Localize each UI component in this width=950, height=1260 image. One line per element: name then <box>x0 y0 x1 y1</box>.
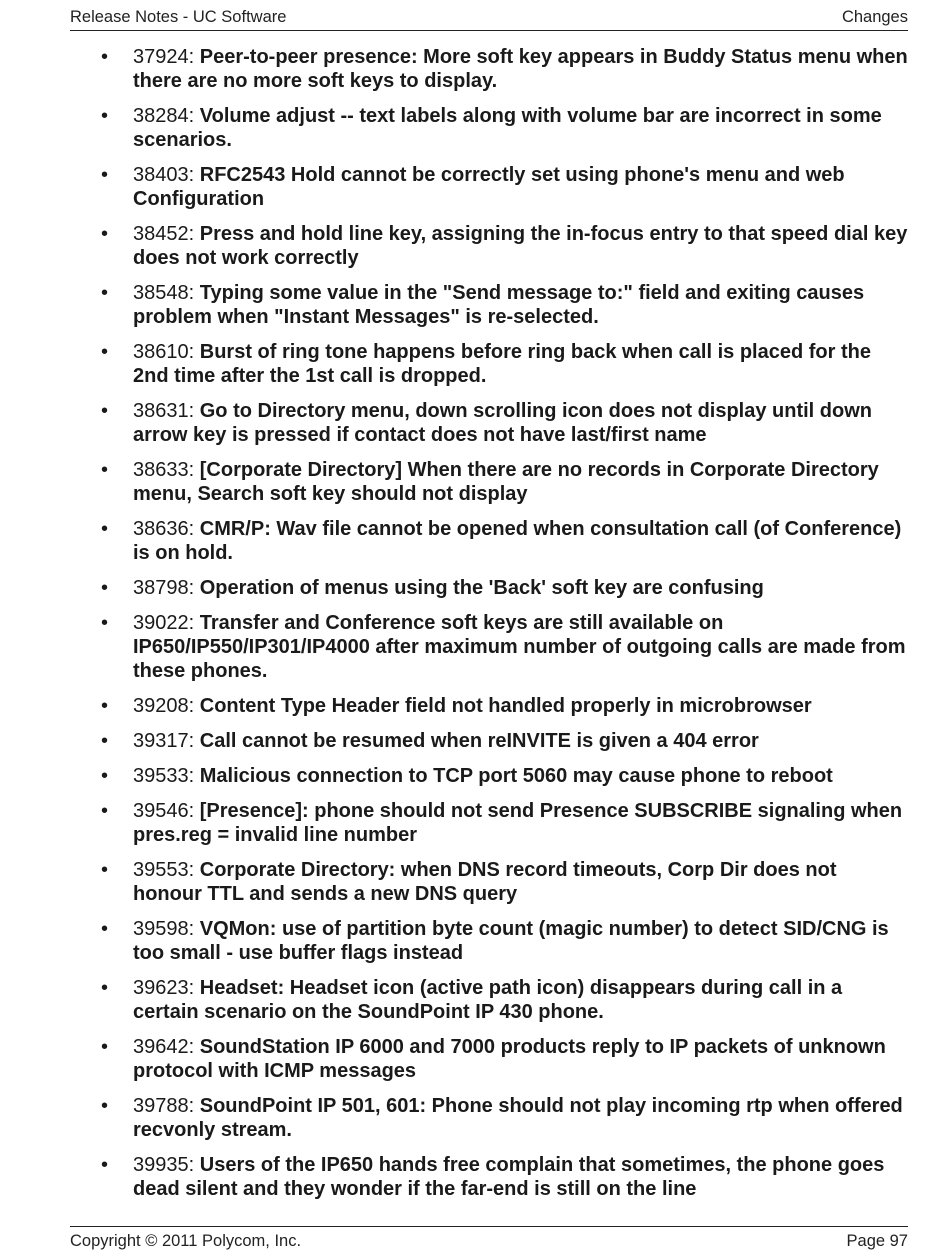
issue-number: 39546 <box>133 800 189 822</box>
issue-description: Go to Directory menu, down scrolling icon does not display until down arrow key is pressed if contact does not have last/first name <box>133 400 873 446</box>
issue-description: Burst of ring tone happens before ring back when call is placed for the 2nd time after the 1st call is dropped. <box>133 341 871 387</box>
issue-description: Transfer and Conference soft keys are still available on IP650/IP550/IP301/IP4000 after maximum number of outgoing calls are made from these phones. <box>133 612 906 682</box>
issue-number: 38548 <box>133 282 189 304</box>
issue-number: 38798 <box>133 577 189 599</box>
issue-number: 39623 <box>133 977 189 999</box>
document-title: Release Notes - UC Software <box>70 8 287 26</box>
bullet-icon: • <box>101 1154 109 1176</box>
list-item: • 38798: Operation of menus using the 'Back' soft key are confusing <box>101 577 764 599</box>
issue-description: Peer-to-peer presence: More soft key appears in Buddy Status menu when there are no more soft keys to display. <box>133 46 908 92</box>
issue-description: [Presence]: phone should not send Presence SUBSCRIBE signaling when pres.reg = invalid line number <box>133 800 903 846</box>
bullet-icon: • <box>101 800 109 822</box>
issue-description: Users of the IP650 hands free complain that sometimes, the phone goes dead silent and they wonder if the far-end is still on the line <box>133 1154 885 1200</box>
issue-description: Malicious connection to TCP port 5060 may cause phone to reboot <box>199 765 833 787</box>
issue-number: 38636 <box>133 518 189 540</box>
issue-description: VQMon: use of partition byte count (magic number) to detect SID/CNG is too small - use buffer flags instead <box>133 918 889 964</box>
issue-description: Operation of menus using the 'Back' soft key are confusing <box>199 577 764 599</box>
bullet-icon: • <box>101 918 109 940</box>
issue-description: SoundPoint IP 501, 601: Phone should not play incoming rtp when offered recvonly stream. <box>133 1095 903 1141</box>
issue-number: 38403 <box>133 164 189 186</box>
issue-number: 37924 <box>133 46 189 68</box>
bullet-icon: • <box>101 577 109 599</box>
issue-number: 39598 <box>133 918 189 940</box>
issue-description: Volume adjust -- text labels along with volume bar are incorrect in some scenarios. <box>133 105 882 151</box>
list-item: • 39598: VQMon: use of partition byte count (magic number) to detect SID/CNG is too small - use buffer flags instead <box>101 918 889 964</box>
bullet-icon: • <box>101 765 109 787</box>
issue-description: Press and hold line key, assigning the in-focus entry to that speed dial key does not work correctly <box>133 223 908 269</box>
issue-number: 38610 <box>133 341 189 363</box>
list-item: • 39317: Call cannot be resumed when reINVITE is given a 404 error <box>101 730 759 752</box>
list-item: • 39642: SoundStation IP 6000 and 7000 products reply to IP packets of unknown protocol with ICMP messages <box>101 1036 886 1082</box>
page-header <box>70 6 908 31</box>
issue-number: 38452 <box>133 223 189 245</box>
issue-number: 39935 <box>133 1154 189 1176</box>
list-item: • 39208: Content Type Header field not handled properly in microbrowser <box>101 695 812 717</box>
bullet-icon: • <box>101 612 109 634</box>
issue-description: Headset: Headset icon (active path icon) disappears during call in a certain scenario on the SoundPoint IP 430 phone. <box>133 977 843 1023</box>
bullet-icon: • <box>101 977 109 999</box>
bullet-icon: • <box>101 695 109 717</box>
list-item: • 39022: Transfer and Conference soft keys are still available on IP650/IP550/IP301/IP4000 after maximum number of outgoing calls are made from these phones. <box>101 612 906 682</box>
list-item: • 39623: Headset: Headset icon (active path icon) disappears during call in a certain scenario on the SoundPoint IP 430 phone. <box>101 977 843 1023</box>
list-item: • 39788: SoundPoint IP 501, 601: Phone should not play incoming rtp when offered recvonly stream. <box>101 1095 903 1141</box>
section-title: Changes <box>841 8 908 26</box>
bullet-icon: • <box>101 518 109 540</box>
bullet-icon: • <box>101 1036 109 1058</box>
issue-number: 38284 <box>133 105 189 127</box>
issue-number: 39533 <box>133 765 189 787</box>
list-item: • 38284: Volume adjust -- text labels along with volume bar are incorrect in some scenarios. <box>101 105 882 151</box>
issue-number: 38633 <box>133 459 189 481</box>
issue-number: 39208 <box>133 695 189 717</box>
bullet-icon: • <box>101 859 109 881</box>
bullet-icon: • <box>101 400 109 422</box>
list-item: • 38633: [Corporate Directory] When there are no records in Corporate Directory menu, Search soft key should not display <box>101 459 879 505</box>
list-item: • 39546: [Presence]: phone should not send Presence SUBSCRIBE signaling when pres.reg = invalid line number <box>101 800 903 846</box>
bullet-icon: • <box>101 282 109 304</box>
issue-description: Content Type Header field not handled properly in microbrowser <box>199 695 812 717</box>
issue-number: 38631 <box>133 400 189 422</box>
list-item: • 38452: Press and hold line key, assigning the in-focus entry to that speed dial key does not work correctly <box>101 223 908 269</box>
bullet-icon: • <box>101 730 109 752</box>
issue-number: 39642 <box>133 1036 189 1058</box>
issue-description: CMR/P: Wav file cannot be opened when consultation call (of Conference) is on hold. <box>133 518 902 564</box>
list-item: • 37924: Peer-to-peer presence: More soft key appears in Buddy Status menu when there are no more soft keys to display. <box>101 46 908 92</box>
list-item: • 38631: Go to Directory menu, down scrolling icon does not display until down arrow key is pressed if contact does not have last/first name <box>101 400 873 446</box>
issue-description: SoundStation IP 6000 and 7000 products reply to IP packets of unknown protocol with ICMP messages <box>133 1036 886 1082</box>
page-number: Page 97 <box>846 1232 908 1250</box>
issue-description: Corporate Directory: when DNS record timeouts, Corp Dir does not honour TTL and sends a new DNS query <box>133 859 837 905</box>
page-footer <box>70 1226 908 1257</box>
list-item: • 39533: Malicious connection to TCP port 5060 may cause phone to reboot <box>101 765 833 787</box>
bullet-icon: • <box>101 105 109 127</box>
issue-description: RFC2543 Hold cannot be correctly set using phone's menu and web Configuration <box>133 164 845 210</box>
bullet-icon: • <box>101 459 109 481</box>
issue-description: Typing some value in the "Send message to:" field and exiting causes problem when "Instant Messages" is re-selected. <box>133 282 865 328</box>
issue-number: 39553 <box>133 859 189 881</box>
bullet-icon: • <box>101 223 109 245</box>
issue-number: 39022 <box>133 612 189 634</box>
bullet-icon: • <box>101 341 109 363</box>
list-item: • 38610: Burst of ring tone happens before ring back when call is placed for the 2nd time after the 1st call is dropped. <box>101 341 871 387</box>
copyright: Copyright © 2011 Polycom, Inc. <box>70 1232 302 1250</box>
issue-number: 39788 <box>133 1095 189 1117</box>
release-notes-list <box>0 45 950 1212</box>
bullet-icon: • <box>101 46 109 68</box>
list-item: • 39553: Corporate Directory: when DNS record timeouts, Corp Dir does not honour TTL and sends a new DNS query <box>101 859 837 905</box>
list-item: • 38548: Typing some value in the "Send message to:" field and exiting causes problem when "Instant Messages" is re-selected. <box>101 282 865 328</box>
issue-number: 39317 <box>133 730 189 752</box>
bullet-icon: • <box>101 1095 109 1117</box>
list-item: • 38636: CMR/P: Wav file cannot be opened when consultation call (of Conference) is on hold. <box>101 518 902 564</box>
bullet-icon: • <box>101 164 109 186</box>
list-item: • 38403: RFC2543 Hold cannot be correctly set using phone's menu and web Configuration <box>101 164 845 210</box>
issue-description: Call cannot be resumed when reINVITE is given a 404 error <box>199 730 759 752</box>
list-item: • 39935: Users of the IP650 hands free complain that sometimes, the phone goes dead silent and they wonder if the far-end is still on the line <box>101 1154 885 1200</box>
issue-description: [Corporate Directory] When there are no records in Corporate Directory menu, Search soft key should not display <box>133 459 879 505</box>
